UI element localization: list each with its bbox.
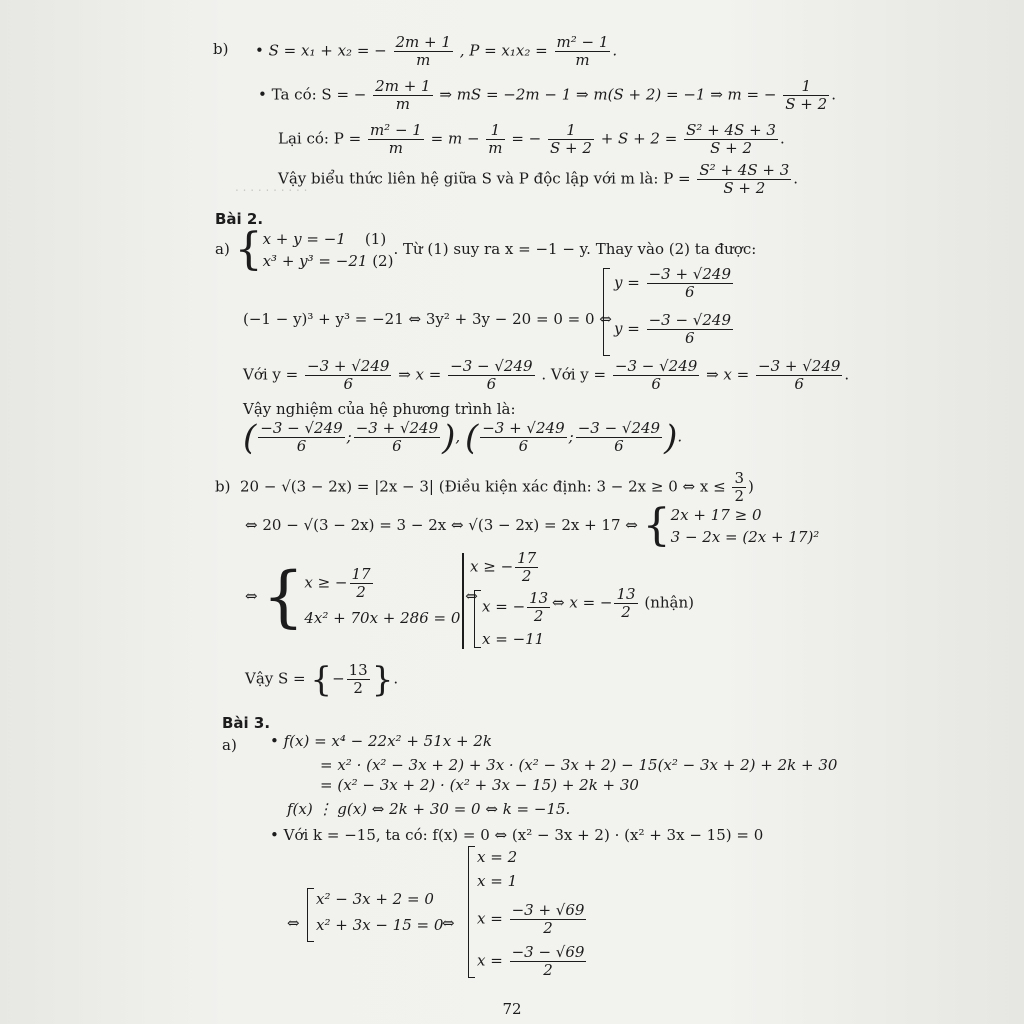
- bai-3-heading: Bài 3.: [222, 714, 271, 732]
- numerator: −3 + √249: [355, 419, 439, 437]
- numerator: −3 + √249: [758, 357, 841, 375]
- bai-3-root-4: [477, 944, 588, 979]
- solution-bracket: [307, 888, 314, 942]
- numerator: 17: [517, 549, 537, 567]
- text: x =: [477, 909, 503, 928]
- root-2: [614, 312, 735, 347]
- part-b-label: b): [213, 40, 229, 58]
- numerator: 2m + 1: [395, 33, 451, 51]
- fraction: [697, 162, 791, 197]
- denominator: S + 2: [550, 139, 592, 157]
- bai-3-root-2: x = 1: [477, 872, 518, 890]
- part-b-line-2: • Ta có: S = − $\frac{2m + 1}{m}$ ⇒ mS = −2m − 1 ⇒ m(S + 2) = −1 ⇒ m = − $\frac{1}{S + 2}$ .: [258, 77, 836, 113]
- bleed-through-text: . . . . . . . . . .: [235, 180, 308, 194]
- bai-2-solution-pairs: ( $\frac{-3 - √249}{6}$ ; $\frac{-3 + √249}{6}$ ), ( $\frac{-3 + √249}{6}$ ; $\frac{-3 - √249}{6}$ ).: [243, 417, 683, 458]
- denominator: 6: [685, 283, 695, 301]
- condition-2: 3 − 2x = (2x + 17)²: [670, 528, 820, 546]
- numerator: −3 + √69: [511, 901, 585, 919]
- text: Vậy S =: [245, 669, 306, 688]
- numerator: S² + 4S + 3: [686, 121, 776, 139]
- brace-left: {: [310, 659, 333, 700]
- fraction: [684, 122, 778, 157]
- text: ⇔: [465, 587, 478, 605]
- page-number: 72: [502, 1000, 522, 1018]
- denominator: 6: [343, 375, 353, 393]
- fraction: [394, 34, 453, 69]
- denominator: 6: [392, 437, 402, 455]
- numerator: 17: [351, 564, 371, 583]
- equation-1: x + y = −1: [262, 230, 346, 248]
- text: 20 − √(3 − 2x) = |2x − 3| (Điều kiện xác định: 3 − 2x ≥ 0 ⇔ x ≤: [240, 477, 726, 496]
- numerator: −3 − √249: [577, 419, 661, 437]
- text: ⇒ mS = −2m − 1 ⇒ m(S + 2) = −1 ⇒ m = −: [439, 85, 777, 104]
- equation: 4x² + 70x + 286 = 0: [304, 608, 461, 627]
- paren-left: (: [464, 417, 479, 458]
- denominator: m: [488, 139, 503, 157]
- text: + S + 2 =: [600, 129, 678, 148]
- bai-3-line-4: f(x) ⋮ g(x) ⇔ 2k + 30 = 0 ⇔ k = −15.: [287, 800, 571, 818]
- bai-3-system-eq-1: x² − 3x + 2 = 0: [316, 890, 434, 908]
- denominator: 2: [356, 582, 366, 601]
- part-b-line-3: Lại có: P = $\frac{\text{m² − 1}}{m}$ = m − $\frac{1}{m}$ = − $\frac{1}{S + 2}$ + S + 2 = $\frac{\text{S² + 4S + 3}}{S + 2}$ .: [278, 121, 785, 157]
- text: . Từ (1) suy ra x = −1 − y. Thay vào (2) ta được:: [393, 240, 757, 258]
- bai-2-heading: Bài 2.: [215, 210, 264, 228]
- text: ⇒ x =: [706, 365, 750, 384]
- paren-right: ): [442, 417, 456, 458]
- text: ⇒ x =: [398, 365, 442, 384]
- fraction: [548, 122, 594, 157]
- denominator: m: [575, 51, 590, 69]
- numerator: −3 − √249: [614, 357, 698, 375]
- bai-3-line-5: • Với k = −15, ta có: f(x) = 0 ⇔ (x² − 3x + 2) · (x² + 3x − 15) = 0: [270, 826, 764, 844]
- system-equations: [263, 228, 394, 272]
- denominator: 6: [518, 437, 529, 455]
- text: Với y =: [243, 365, 299, 384]
- system-brace: {: [262, 558, 305, 635]
- bai-2-part-b-result: [552, 586, 694, 621]
- bai-3-system-arrow: ⇔: [442, 914, 455, 932]
- denominator: S + 2: [723, 179, 766, 197]
- text: ⇔: [287, 914, 300, 932]
- fraction: [510, 944, 587, 979]
- numerator: −3 + √249: [482, 419, 565, 437]
- text: x =: [477, 951, 503, 970]
- system-equations: [304, 566, 460, 629]
- fraction: [527, 590, 550, 625]
- bai-2-part-b-line-3: [245, 558, 478, 635]
- numerator: −3 + √249: [307, 357, 390, 375]
- bai-2-part-b-root-2: x = −11: [482, 630, 545, 648]
- paren-left: (: [243, 417, 257, 458]
- system-brace-outer: [462, 553, 470, 649]
- bai-3-line-1: • f(x) = x⁴ − 22x² + 51x + 2k: [270, 732, 492, 750]
- fraction: [613, 358, 699, 393]
- solution-bracket: [603, 268, 610, 356]
- fraction: [350, 566, 373, 601]
- text: x = −: [482, 597, 526, 616]
- bai-3-part-a-label: a): [222, 736, 237, 754]
- text: (nhận): [644, 593, 694, 612]
- equation-number: (2): [372, 252, 394, 270]
- denominator: 6: [685, 329, 695, 347]
- part-b-label: b): [215, 477, 231, 496]
- fraction: [647, 312, 733, 347]
- text: = m −: [430, 129, 480, 148]
- bai-2-part-b-cond: [470, 550, 540, 585]
- fraction: [576, 420, 662, 455]
- bai-2-cubic-equation: (−1 − y)³ + y³ = −21 ⇔ 3y² + 3y − 20 = 0 = 0 ⇔: [243, 310, 612, 328]
- numerator: 2m + 1: [375, 77, 431, 95]
- bai-3-system: [287, 914, 300, 932]
- denominator: m: [416, 51, 431, 69]
- condition-1: 2x + 17 ≥ 0: [670, 506, 762, 524]
- bai-2-part-b-line-2: [245, 500, 820, 551]
- numerator: m² − 1: [369, 121, 422, 139]
- numerator: −3 − √249: [450, 357, 533, 375]
- text: y =: [614, 273, 640, 292]
- numerator: 13: [348, 661, 368, 679]
- numerator: −3 − √249: [648, 311, 731, 329]
- solution-bracket: [468, 846, 475, 978]
- text: . Với y =: [541, 365, 607, 384]
- denominator: S + 2: [785, 95, 828, 113]
- numerator: 3: [734, 469, 744, 487]
- bai-2-part-b-answer: Vậy S = {− $\frac{13}{2}$ }.: [245, 659, 399, 700]
- text: ): [748, 477, 754, 496]
- text: x ≥ −: [470, 557, 514, 576]
- part-b-line-1: • S = x₁ + x₂ = − $\frac{2m + 1}{m}$ , P = x₁x₂ = $\frac{\text{m² − 1}}{m}$ .: [255, 33, 618, 69]
- numerator: 13: [529, 589, 549, 607]
- denominator: S + 2: [710, 139, 753, 157]
- bai-2-solution-text: Vậy nghiệm của hệ phương trình là:: [243, 400, 516, 418]
- fraction: [783, 78, 829, 113]
- fraction: [354, 420, 440, 455]
- denominator: m: [395, 95, 410, 113]
- fraction: [647, 266, 733, 301]
- bai-3-root-1: x = 2: [477, 848, 518, 866]
- denominator: 2: [543, 919, 553, 937]
- fraction: [448, 358, 534, 393]
- fraction: [732, 470, 746, 505]
- numerator: 13: [616, 585, 636, 603]
- equation-number: (1): [364, 230, 387, 248]
- fraction: [347, 662, 370, 697]
- fraction: [510, 902, 587, 937]
- denominator: 2: [353, 679, 363, 697]
- text: Lại có: P =: [278, 129, 362, 148]
- text: ⇔: [245, 587, 258, 605]
- numerator: 1: [548, 122, 594, 140]
- denominator: 2: [521, 567, 532, 585]
- denominator: 2: [533, 607, 544, 625]
- fraction: [614, 586, 637, 621]
- denominator: 2: [734, 487, 744, 505]
- numerator: 1: [783, 78, 829, 96]
- denominator: 6: [614, 437, 624, 455]
- text: • S = x₁ + x₂ = −: [255, 41, 387, 60]
- fraction: [258, 420, 344, 455]
- text: ⇔ x = −: [552, 593, 613, 612]
- numerator: −3 − √69: [511, 943, 585, 961]
- denominator: 2: [621, 603, 631, 621]
- numerator: 1: [486, 122, 504, 140]
- system-brace: {: [234, 224, 263, 275]
- equation-2: x³ + y³ = −21: [262, 252, 368, 270]
- system-brace: {: [642, 500, 671, 551]
- denominator: 2: [543, 961, 553, 979]
- bai-3-line-2: = x² · (x² − 3x + 2) + 3x · (x² − 3x + 2) − 15(x² − 3x + 2) + 2k + 30: [320, 756, 838, 774]
- text: = −: [511, 129, 542, 148]
- bai-3-root-3: [477, 902, 588, 937]
- fraction: [480, 420, 566, 455]
- denominator: 6: [486, 375, 497, 393]
- bai-2-with-line: Với y = $\frac{-3 + √249}{6}$ ⇒ x = $\frac{-3 - √249}{6}$ . Với y = $\frac{-3 - √249}{6}$ ⇒ x = $\frac{-3 + √249}{6}$ .: [243, 357, 850, 393]
- fraction: [305, 358, 391, 393]
- part-a-label: a): [215, 240, 230, 258]
- denominator: 6: [651, 375, 661, 393]
- brace-right: }: [371, 659, 394, 700]
- text: , P = x₁x₂ =: [459, 41, 548, 60]
- fraction: [373, 78, 432, 113]
- text: −: [332, 669, 345, 688]
- numerator: m² − 1: [556, 33, 609, 51]
- fraction: [555, 34, 611, 69]
- text: • Ta có: S = −: [258, 85, 367, 104]
- text: y =: [614, 319, 640, 338]
- denominator: 6: [296, 437, 307, 455]
- bai-3-system-eq-2: x² + 3x − 15 = 0: [316, 916, 444, 934]
- fraction: [368, 122, 424, 157]
- numerator: −3 − √249: [260, 419, 343, 437]
- text: Vậy biểu thức liên hệ giữa S và P độc lập với m là: P =: [278, 169, 691, 188]
- numerator: S² + 4S + 3: [699, 161, 790, 179]
- solution-bracket: [474, 590, 481, 648]
- numerator: −3 + √249: [648, 265, 731, 283]
- denominator: 6: [794, 375, 804, 393]
- root-1: [614, 266, 735, 301]
- bai-3-line-3: = (x² − 3x + 2) · (x² + 3x − 15) + 2k + 30: [320, 776, 639, 794]
- system-equations: [671, 504, 820, 548]
- paren-right: ): [664, 417, 678, 458]
- bai-2-part-b-root-1: [482, 590, 552, 625]
- text: ⇔ 20 − √(3 − 2x) = 3 − 2x ⇔ √(3 − 2x) = 2x + 17 ⇔: [245, 516, 638, 534]
- part-b-line-4: Vậy biểu thức liên hệ giữa S và P độc lập với m là: P = $\frac{\text{S² + 4S + 3}}{S + 2}$ .: [278, 161, 799, 197]
- fraction: [486, 122, 504, 157]
- fraction: [756, 358, 842, 393]
- fraction: [515, 550, 538, 585]
- bai-2-part-b-line-1: [215, 470, 754, 505]
- denominator: m: [388, 139, 403, 157]
- text: x ≥ −: [304, 573, 348, 591]
